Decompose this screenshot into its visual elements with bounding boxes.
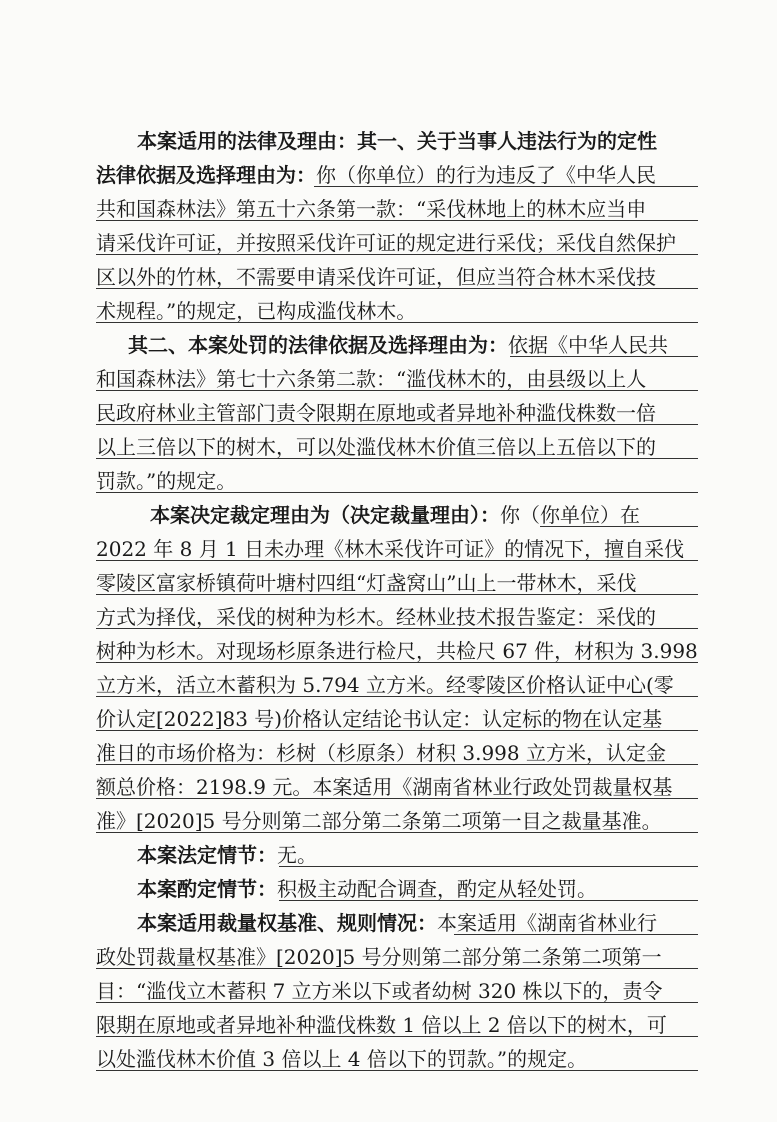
body-text: 以处滥伐林木价值 3 倍以上 4 倍以下的罚款。”的规定。 (96, 1047, 588, 1071)
bold-heading: 其二、本案处罚的法律依据及选择理由为： (128, 333, 508, 357)
underline (279, 900, 698, 901)
underline (96, 968, 698, 969)
body-text: 区以外的竹林，不需要申请采伐许可证，但应当符合林木采伐技 (96, 265, 656, 289)
underline (96, 458, 698, 459)
body-text: 准日的市场价格为：杉树（杉原条）材积 3.998 立方米，认定金 (96, 741, 666, 765)
underline (96, 390, 698, 391)
underline (314, 186, 698, 187)
body-text: 无。 (277, 843, 317, 867)
body-text: 立方米，活立木蓄积为 5.794 立方米。经零陵区价格认证中心(零 (96, 673, 674, 697)
underline (96, 322, 698, 323)
underline (96, 560, 698, 561)
body-text: 以上三倍以下的树木，可以处滥伐林木价值三倍以上五倍以下的 (96, 435, 656, 459)
underline (96, 254, 698, 255)
body-text: 2022 年 8 月 1 日未办理《林木采伐许可证》的情况下，擅自采伐 (96, 537, 685, 561)
underline (96, 594, 698, 595)
body-text: 请采伐许可证，并按照采伐许可证的规定进行采伐；采伐自然保护 (96, 231, 676, 255)
bold-heading: 本案适用裁量权基准、规则情况： (137, 911, 437, 935)
body-text: 额总价格：2198.9 元。本案适用《湖南省林业行政处罚裁量权基 (96, 775, 673, 799)
body-text: 准》[2020]5 号分则第二部分第二条第二项第一目之裁量基准。 (96, 809, 662, 833)
body-text: 零陵区富家桥镇荷叶塘村四组“灯盏窝山”山上一带林木，采伐 (96, 571, 637, 595)
body-text: 树种为杉木。对现场杉原条进行检尺，共检尺 67 件，材积为 3.998 (96, 639, 698, 663)
underline (96, 832, 698, 833)
body-text: 方式为择伐，采伐的树种为杉木。经林业技术报告鉴定：采伐的 (96, 605, 656, 629)
underline (96, 730, 698, 731)
underline (96, 220, 698, 221)
body-text: 积极主动配合调查，酌定从轻处罚。 (277, 877, 597, 901)
body-text: 政处罚裁量权基准》[2020]5 号分则第二部分第二条第二项第一 (96, 945, 662, 969)
underline (96, 798, 698, 799)
underline (96, 288, 698, 289)
underline (454, 934, 698, 935)
underline (96, 696, 698, 697)
text-line (0, 124, 777, 158)
bold-heading: 本案适用的法律及理由：其一、关于当事人违法行为的定性 (137, 129, 657, 153)
body-text: 和国森林法》第七十六条第二款：“滥伐林木的，由县级以上人 (96, 367, 647, 391)
body-text: 价认定[2022]83 号)价格认定结论书认定：认定标的物在认定基 (96, 707, 663, 731)
underline (279, 866, 698, 867)
body-text: 术规程。”的规定，已构成滥伐林木。 (96, 299, 417, 323)
body-text: 限期在原地或者异地补种滥伐株数 1 倍以上 2 倍以下的树木，可 (96, 1013, 667, 1037)
bold-heading: 本案决定裁定理由为（决定裁量理由）： (150, 503, 500, 527)
underline (96, 424, 698, 425)
bold-heading: 本案法定情节： (137, 843, 277, 867)
body-text: 你（你单位）的行为违反了《中华人民 (316, 163, 656, 187)
underline (510, 356, 698, 357)
underline (96, 1070, 698, 1071)
underline (96, 1036, 698, 1037)
underline (96, 1002, 698, 1003)
underline (96, 628, 698, 629)
underline (96, 764, 698, 765)
body-text: 共和国森林法》第五十六条第一款：“采伐林地上的林木应当申 (96, 197, 647, 221)
underline (96, 662, 698, 663)
underline (540, 526, 698, 527)
body-text: 民政府林业主管部门责令限期在原地或者异地补种滥伐株数一倍 (96, 401, 656, 425)
bold-heading: 法律依据及选择理由为： (96, 163, 316, 187)
body-text: 目：“滥伐立木蓄积 7 立方米以下或者幼树 320 株以下的，责令 (96, 979, 663, 1003)
body-text: 你（你单位）在 (500, 503, 640, 527)
body-text: 依据《中华人民共 (508, 333, 668, 357)
body-text: 本案适用《湖南省林业行 (437, 911, 657, 935)
body-text: 罚款。”的规定。 (96, 469, 237, 493)
bold-heading: 本案酌定情节： (137, 877, 277, 901)
underline (96, 492, 698, 493)
